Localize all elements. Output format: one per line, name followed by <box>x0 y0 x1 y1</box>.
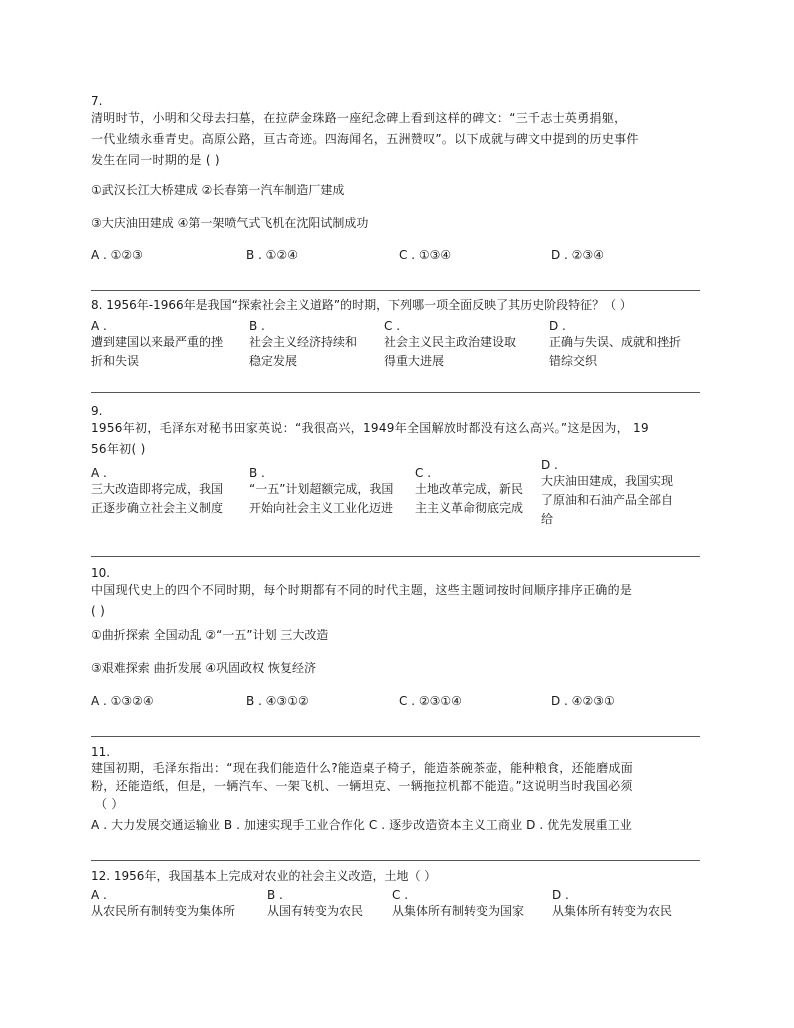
option-text: 从国有转变为农民 <box>267 904 364 918</box>
option-label: A . <box>91 466 107 480</box>
option-text: 从农民所有制转变为集体所 <box>91 904 236 918</box>
question-stem: 12. 1956年，我国基本上完成对农业的社会主义改造，土地（ ） <box>91 869 437 883</box>
stem-line: （ ） <box>95 797 124 811</box>
question-number: 10. <box>91 566 111 580</box>
divider <box>91 860 700 861</box>
statement-line: ①曲折探索 全国动乱 ②“一五”计划 三大改造 <box>91 628 329 642</box>
stem-line: 1956年初，毛泽东对秘书田家英说：“我很高兴，1949年全国解放时都没有这么高兴。”这是因为， 19 <box>91 421 649 435</box>
option-label: C . <box>415 466 432 480</box>
option-label: D . <box>541 458 558 472</box>
stem-line: 一代业绩永垂青史。高原公路，亘古奇迹。四海闻名，五洲赞叹”。以下成就与碑文中提到的历史事件 <box>91 132 639 146</box>
option-label: C . <box>392 888 409 902</box>
option-text: 得重大进展 <box>384 354 445 368</box>
question-number: 11. <box>91 745 111 759</box>
stem-line: 清明时节，小明和父母去扫墓，在拉萨金珠路一座纪念碑上看到这样的碑文：“三千志士英勇捐躯， <box>91 111 627 125</box>
question-7 <box>91 94 700 171</box>
option-label: B . <box>249 466 265 480</box>
option-label: B . <box>249 319 265 333</box>
option-c[interactable] <box>415 466 523 518</box>
option-d[interactable] <box>541 458 673 529</box>
option-text: 土地改革完成，新民 <box>415 482 524 496</box>
divider <box>91 290 700 291</box>
option-c[interactable] <box>384 319 516 371</box>
option-text: 从集体所有转变为农民 <box>552 904 673 918</box>
divider <box>91 392 700 393</box>
option-d[interactable] <box>552 888 672 921</box>
option-a[interactable] <box>91 888 235 921</box>
option-a[interactable]: A . ①③②④ <box>91 694 154 708</box>
option-text: 稳定发展 <box>249 354 298 368</box>
option-d[interactable]: D . ④②③① <box>551 694 615 708</box>
option-label: A . <box>91 888 107 902</box>
statement-line: ③艰难探索 曲折发展 ④巩固政权 恢复经济 <box>91 661 316 675</box>
option-text: 主主义革命彻底完成 <box>415 501 524 515</box>
statement-line: ①武汉长江大桥建成 ②长春第一汽车制造厂建成 <box>91 183 345 197</box>
question-stem <box>91 418 700 460</box>
option-b[interactable]: B . ①②④ <box>246 248 298 262</box>
statement-line: ③大庆油田建成 ④第一架喷气式飞机在沈阳试制成功 <box>91 216 369 230</box>
question-stem <box>91 759 700 813</box>
option-a[interactable]: A . ①②③ <box>91 248 143 262</box>
options-line[interactable]: A . 大力发展交通运输业 B . 加速实现手工业合作化 C . 逐步改造资本主义工商业 D . 优先发展重工业 <box>91 818 632 832</box>
option-c[interactable] <box>392 888 524 921</box>
option-b[interactable] <box>249 319 357 371</box>
option-text: 折和失误 <box>91 354 140 368</box>
option-text: 大庆油田建成，我国实现 <box>541 474 674 488</box>
option-b[interactable] <box>249 466 393 518</box>
option-label: A . <box>91 319 107 333</box>
stem-line: 发生在同一时期的是 ( ) <box>91 153 220 167</box>
question-number: 7. <box>91 94 103 108</box>
stem-line: 56年初( ) <box>91 442 146 456</box>
option-a[interactable] <box>91 319 223 371</box>
option-text: 正逐步确立社会主义制度 <box>91 501 224 515</box>
option-c[interactable]: C . ①③④ <box>399 248 452 262</box>
divider <box>91 736 700 737</box>
option-text: 了原油和石油产品全部自 <box>541 493 674 507</box>
question-10 <box>91 566 700 622</box>
option-a[interactable] <box>91 466 223 518</box>
option-text: 从集体所有制转变为国家 <box>392 904 525 918</box>
option-label: B . <box>267 888 283 902</box>
option-text: 开始向社会主义工业化迈进 <box>249 501 394 515</box>
option-text: 正确与失误、成就和挫折 <box>549 335 682 349</box>
divider <box>91 556 700 557</box>
stem-line: 中国现代史上的四个不同时期，每个时期都有不同的时代主题，这些主题词按时间顺序排序正确的是 <box>91 583 633 597</box>
option-text: 遭到建国以来最严重的挫 <box>91 335 224 349</box>
question-number: 9. <box>91 404 103 418</box>
question-stem <box>91 580 700 622</box>
option-d[interactable]: D . ②③④ <box>551 248 604 262</box>
stem-line: ( ) <box>91 604 106 618</box>
option-text: “一五”计划超额完成，我国 <box>249 482 394 496</box>
option-b[interactable]: B . ④③①② <box>246 694 309 708</box>
option-text: 社会主义经济持续和 <box>249 335 358 349</box>
stem-line: 建国初期，毛泽东指出：“现在我们能造什么?能造桌子椅子，能造茶碗茶壶，能种粮食，还能磨成面 <box>91 761 634 775</box>
option-label: D . <box>552 888 569 902</box>
option-text: 给 <box>541 512 554 526</box>
option-d[interactable] <box>549 319 681 371</box>
question-stem: 8. 1956年-1966年是我国“探索社会主义道路”的时期，下列哪一项全面反映了其历史阶段特征？（ ） <box>91 298 632 312</box>
option-text: 社会主义民主政治建设取 <box>384 335 517 349</box>
option-label: C . <box>384 319 401 333</box>
option-label: D . <box>549 319 566 333</box>
option-text: 错综交织 <box>549 354 598 368</box>
question-stem <box>91 108 700 171</box>
option-b[interactable] <box>267 888 363 921</box>
stem-line: 粉，还能造纸，但是，一辆汽车、一架飞机、一辆坦克、一辆拖拉机都不能造。”这说明当时我国必须 <box>91 779 633 793</box>
question-9 <box>91 404 700 460</box>
option-c[interactable]: C . ②③①④ <box>399 694 462 708</box>
option-text: 三大改造即将完成，我国 <box>91 482 224 496</box>
question-11 <box>91 745 700 813</box>
